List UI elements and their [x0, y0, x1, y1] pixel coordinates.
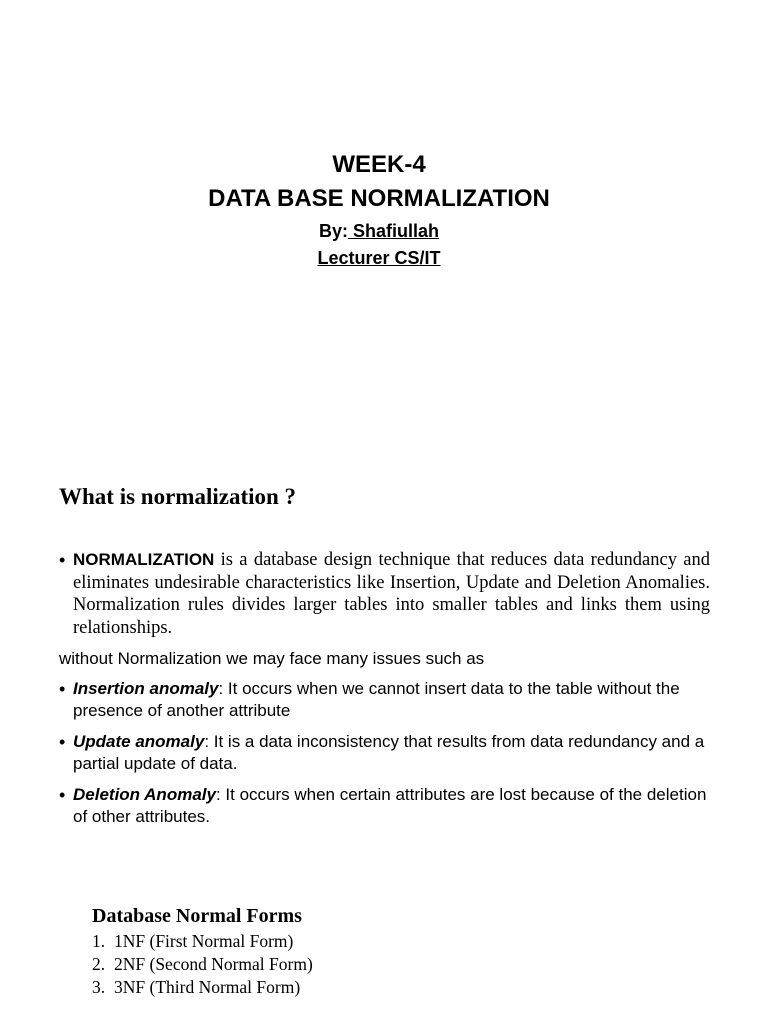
anomaly-term: Deletion Anomaly	[73, 784, 216, 804]
list-label: 1NF (First Normal Form)	[114, 931, 294, 951]
list-number: 1.	[92, 931, 106, 951]
list-item	[92, 976, 313, 999]
normal-forms-title: Database Normal Forms	[92, 905, 302, 927]
anomaly-text: : It occurs when certain attributes are lost because of the deletion of other attributes.	[73, 784, 707, 827]
list-label: 2NF (Second Normal Form)	[114, 954, 313, 974]
week-label: WEEK-4	[332, 151, 426, 178]
anomaly-text: : It occurs when we cannot insert data to the table without the presence of another attribute	[73, 678, 680, 721]
transition-text: without Normalization we may face many issues such as	[59, 648, 485, 668]
content-body	[59, 549, 710, 829]
anomaly-text: : It is a data inconsistency that results from data redundancy and a partial update of data.	[73, 731, 705, 774]
anomaly-term: Insertion anomaly	[73, 678, 219, 698]
list-number: 3.	[92, 977, 106, 997]
definition-bullet	[59, 549, 710, 640]
section-heading: What is normalization ?	[59, 484, 297, 509]
anomaly-item-deletion	[59, 784, 710, 829]
anomaly-item-insertion	[59, 678, 710, 723]
definition-term: NORMALIZATION	[73, 550, 215, 569]
definition-text: is a database design technique that reduces data redundancy and eliminates undesirable characteristics like Insertion, Update and Deletion Anomalies. Normalization rules divides larger tables into smaller tables and links them using relationships.	[73, 550, 710, 639]
normal-forms-list	[92, 930, 313, 999]
author-name: Shafiullah	[348, 221, 440, 241]
author-role: Lecturer CS/IT	[317, 248, 441, 268]
list-item	[92, 953, 313, 976]
list-number: 2.	[92, 954, 106, 974]
title-block	[0, 148, 758, 271]
list-item	[92, 930, 313, 953]
list-label: 3NF (Third Normal Form)	[114, 977, 301, 997]
by-label: By:	[318, 221, 348, 241]
page-title: DATA BASE NORMALIZATION	[208, 185, 550, 212]
anomaly-term: Update anomaly	[73, 731, 205, 751]
anomaly-item-update	[59, 731, 710, 776]
normal-forms-section	[92, 902, 313, 999]
byline	[0, 217, 758, 245]
